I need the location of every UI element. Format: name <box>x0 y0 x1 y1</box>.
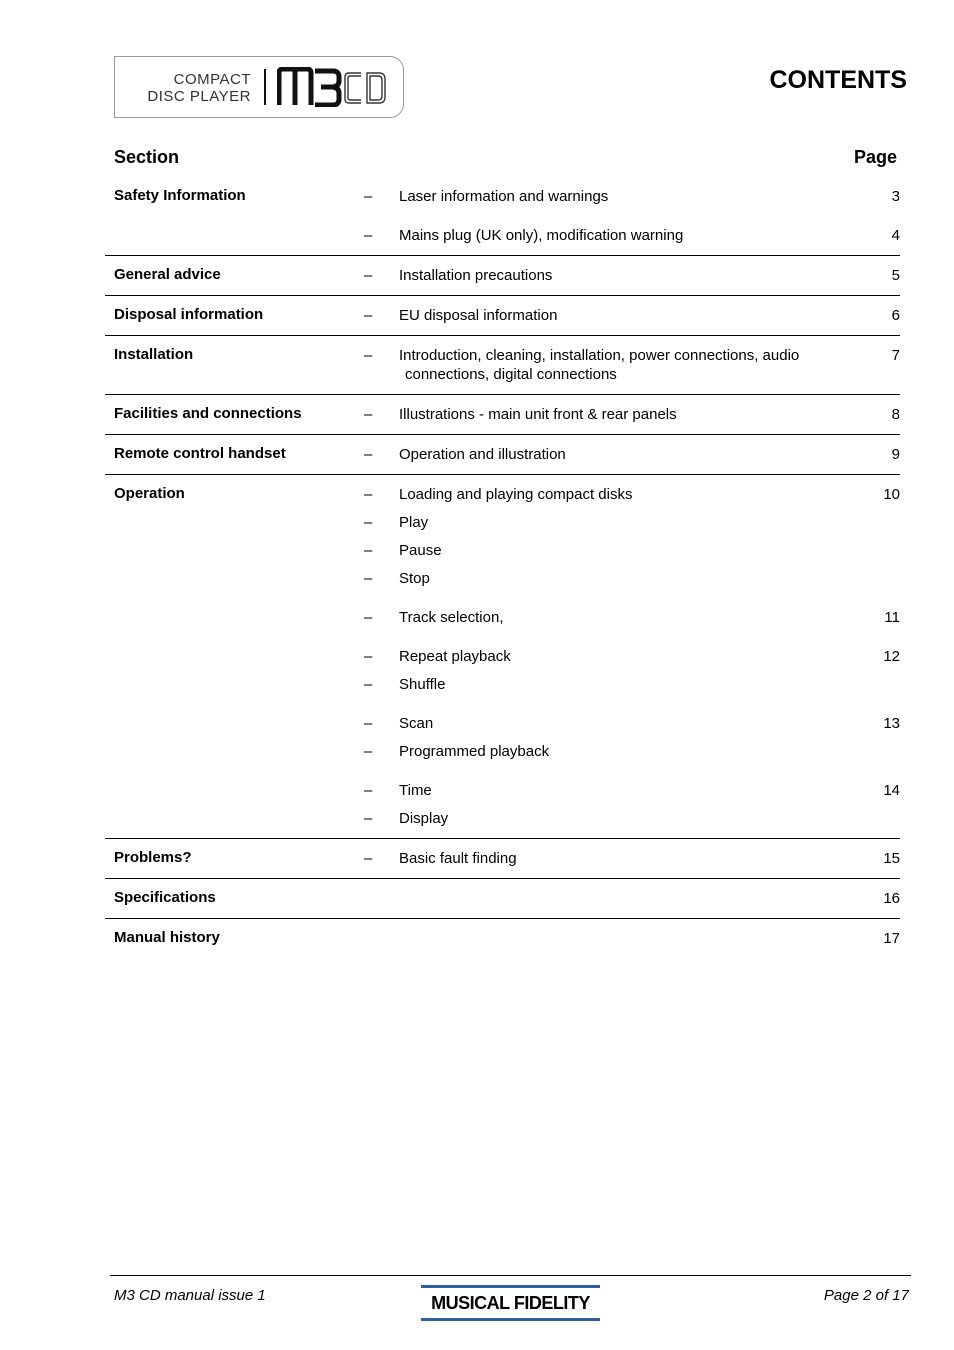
toc-entry-dash: – <box>364 267 373 284</box>
toc-entry-text: Illustrations - main unit front & rear panels <box>399 406 677 423</box>
toc-entry-group <box>364 608 900 627</box>
toc-entry <box>364 513 900 532</box>
toc-entry-description <box>399 226 860 245</box>
toc-entry-dash: – <box>364 406 373 423</box>
toc-entry-text: Mains plug (UK only), modification warning <box>399 227 684 244</box>
toc-entries <box>364 395 900 435</box>
toc-entry <box>364 405 900 424</box>
brand-rule-top <box>421 1285 600 1288</box>
toc-entry-group <box>364 849 900 868</box>
toc-entry-dash: – <box>364 307 373 324</box>
section-column-header: Section <box>114 147 180 167</box>
toc-entry-text: Loading and playing compact disks <box>399 486 633 503</box>
toc-entry-dash: – <box>364 715 373 732</box>
toc-entry-description <box>399 608 860 627</box>
toc-entry-text: Display <box>399 810 449 827</box>
toc-row <box>105 395 900 435</box>
toc-entry <box>364 675 900 694</box>
toc-entry-dash: – <box>364 514 373 531</box>
toc-row <box>105 177 900 256</box>
toc-entry-dash: – <box>364 570 373 587</box>
toc-entry-page-number: 6 <box>891 307 900 324</box>
toc-entry <box>364 485 900 504</box>
toc-entry-text: Time <box>399 782 432 799</box>
toc-row <box>105 336 900 395</box>
toc-entry-dash: – <box>364 486 373 503</box>
toc-entry-description <box>399 742 860 761</box>
toc-entry-group <box>364 187 900 206</box>
toc-entry-description <box>399 781 860 800</box>
toc-entry-dash: – <box>364 446 373 463</box>
toc-entry-page-number: 16 <box>883 890 900 907</box>
toc-section-title: Safety Information <box>105 177 364 256</box>
toc-entry-group <box>364 889 900 908</box>
toc-entry-text: Installation precautions <box>399 267 553 284</box>
toc-row <box>105 296 900 336</box>
logo-line-2: DISC PLAYER <box>147 88 251 105</box>
toc-entry-description <box>399 266 860 285</box>
toc-entry-description <box>399 187 860 206</box>
toc-entry-group <box>364 929 900 948</box>
toc-entry-page-number <box>860 742 900 761</box>
toc-entry <box>364 781 900 800</box>
brand-name: MUSICAL FIDELITY <box>431 1293 590 1313</box>
toc-entry-dash: – <box>364 810 373 827</box>
toc-entry <box>364 541 900 560</box>
toc-entries <box>364 256 900 296</box>
toc-entries <box>364 336 900 395</box>
toc-entry-description <box>399 346 860 384</box>
page-column-header: Page <box>853 147 897 167</box>
toc-entry-description <box>399 541 860 560</box>
toc-entry <box>364 849 900 868</box>
toc-entry-page-number: 15 <box>883 850 900 867</box>
toc-entry-page-number: 4 <box>891 227 900 244</box>
toc-row <box>105 919 900 959</box>
toc-entries <box>364 919 900 959</box>
toc-entries <box>364 879 900 919</box>
footer-page-number: Page 2 of 17 <box>823 1287 909 1304</box>
toc-entry-page-number: 12 <box>883 648 900 665</box>
footer-divider <box>110 1275 911 1276</box>
toc-entry-dash: – <box>364 188 373 205</box>
toc-entry-page-number: 14 <box>883 782 900 799</box>
toc-entry-group <box>364 266 900 285</box>
toc-section-title: Problems? <box>105 839 364 879</box>
logo-divider <box>264 69 266 105</box>
toc-entry-description <box>399 569 860 588</box>
product-logo <box>114 56 404 118</box>
toc-entry-page-number: 10 <box>883 486 900 503</box>
toc-entry-group <box>364 485 900 588</box>
toc-entry <box>364 226 900 245</box>
toc-row <box>105 435 900 475</box>
toc-entry-text: Introduction, cleaning, installation, power connections, audio <box>399 347 800 364</box>
toc-entries <box>364 475 900 839</box>
toc-entry-description <box>399 445 860 464</box>
toc-entry-description <box>399 889 860 908</box>
toc-entry-group <box>364 226 900 245</box>
toc-section-title: Specifications <box>105 879 364 919</box>
toc-entry-text: Repeat playback <box>399 648 511 665</box>
toc-entry <box>364 647 900 666</box>
toc-entry-page-number: 3 <box>891 188 900 205</box>
m3cd-logo-mark-icon <box>277 67 389 107</box>
toc-entry <box>364 929 900 948</box>
toc-entries <box>364 435 900 475</box>
toc-entry-description <box>399 675 860 694</box>
toc-entry-page-number <box>860 513 900 532</box>
toc-entry-text: Basic fault finding <box>399 850 517 867</box>
toc-entry-group <box>364 445 900 464</box>
toc-entry <box>364 306 900 325</box>
toc-entry-page-number <box>860 809 900 828</box>
toc-section-title: Remote control handset <box>105 435 364 475</box>
toc-entry-text: EU disposal information <box>399 307 558 324</box>
toc-entry <box>364 569 900 588</box>
toc-entry <box>364 809 900 828</box>
toc-entry-description <box>399 306 860 325</box>
toc-entry-dash: – <box>364 676 373 693</box>
toc-entry-text: Operation and illustration <box>399 446 566 463</box>
toc-entry-dash: – <box>364 609 373 626</box>
toc-entry <box>364 714 900 733</box>
toc-entry-text: Track selection, <box>399 609 504 626</box>
toc-entry-page-number <box>860 569 900 588</box>
toc-section-title: Facilities and connections <box>105 395 364 435</box>
toc-entry-dash: – <box>364 850 373 867</box>
toc-row <box>105 839 900 879</box>
toc-entry-group <box>364 781 900 828</box>
toc-entry-text-continued: connections, digital connections <box>405 366 617 383</box>
toc-entry-page-number: 7 <box>891 347 900 364</box>
toc-entry-dash: – <box>364 347 373 364</box>
toc-entry-dash <box>364 889 399 908</box>
brand-logo <box>421 1285 600 1321</box>
toc-entry-text: Shuffle <box>399 676 446 693</box>
toc-entry-text: Scan <box>399 715 434 732</box>
toc-entry-page-number: 5 <box>891 267 900 284</box>
toc-entry-group <box>364 405 900 424</box>
toc-entry-page-number <box>860 675 900 694</box>
toc-entry-description <box>399 714 860 733</box>
toc-entry-page-number: 9 <box>891 446 900 463</box>
toc-row <box>105 879 900 919</box>
toc-entry-group <box>364 714 900 761</box>
toc-entry-description <box>399 405 860 424</box>
toc-entry <box>364 608 900 627</box>
toc-row <box>105 256 900 296</box>
toc-entry-dash: – <box>364 743 373 760</box>
toc-entry-description <box>399 929 860 948</box>
footer-manual-issue: M3 CD manual issue 1 <box>114 1287 266 1304</box>
toc-entry-dash: – <box>364 648 373 665</box>
toc-section-title: Manual history <box>114 929 220 946</box>
toc-section-title: General advice <box>105 256 364 296</box>
toc-entry-text: Programmed playback <box>399 743 550 760</box>
toc-entries <box>364 177 900 256</box>
toc-entry-description <box>399 513 860 532</box>
toc-section-title: Installation <box>105 336 364 395</box>
toc-entry-page-number: 8 <box>891 406 900 423</box>
toc-entry-text: Stop <box>399 570 430 587</box>
toc-entry-page-number: 13 <box>883 715 900 732</box>
toc-entry-dash: – <box>364 782 373 799</box>
toc-entry-page-number <box>860 541 900 560</box>
toc-entry <box>364 266 900 285</box>
toc-entry-group <box>364 346 900 384</box>
toc-entry-dash <box>364 929 399 948</box>
toc-entry-page-number: 11 <box>884 609 900 626</box>
logo-line-1: COMPACT <box>173 71 251 88</box>
page-title: CONTENTS <box>769 66 907 94</box>
toc-section-title: Disposal information <box>105 296 364 336</box>
toc-entry-page-number: 17 <box>883 930 900 947</box>
toc-entry <box>364 889 900 908</box>
toc-entry <box>364 187 900 206</box>
toc-entry-description <box>399 849 860 868</box>
toc-entry-dash: – <box>364 542 373 559</box>
toc-entry-dash: – <box>364 227 373 244</box>
toc-entry <box>364 346 900 384</box>
toc-entries <box>364 296 900 336</box>
toc-row <box>105 475 900 839</box>
toc-entry <box>364 742 900 761</box>
toc-entry-group <box>364 306 900 325</box>
toc-entry-group <box>364 647 900 694</box>
toc-entry-description <box>399 809 860 828</box>
toc-entry-text: Pause <box>399 542 442 559</box>
toc-entry-text: Play <box>399 514 429 531</box>
toc-entry-description <box>399 485 860 504</box>
toc-entries <box>364 839 900 879</box>
toc-section-title: Operation <box>105 475 364 839</box>
contents-table <box>105 177 900 958</box>
toc-entry-description <box>399 647 860 666</box>
brand-rule-bottom <box>421 1318 600 1321</box>
toc-entry-text: Laser information and warnings <box>399 188 609 205</box>
toc-entry <box>364 445 900 464</box>
